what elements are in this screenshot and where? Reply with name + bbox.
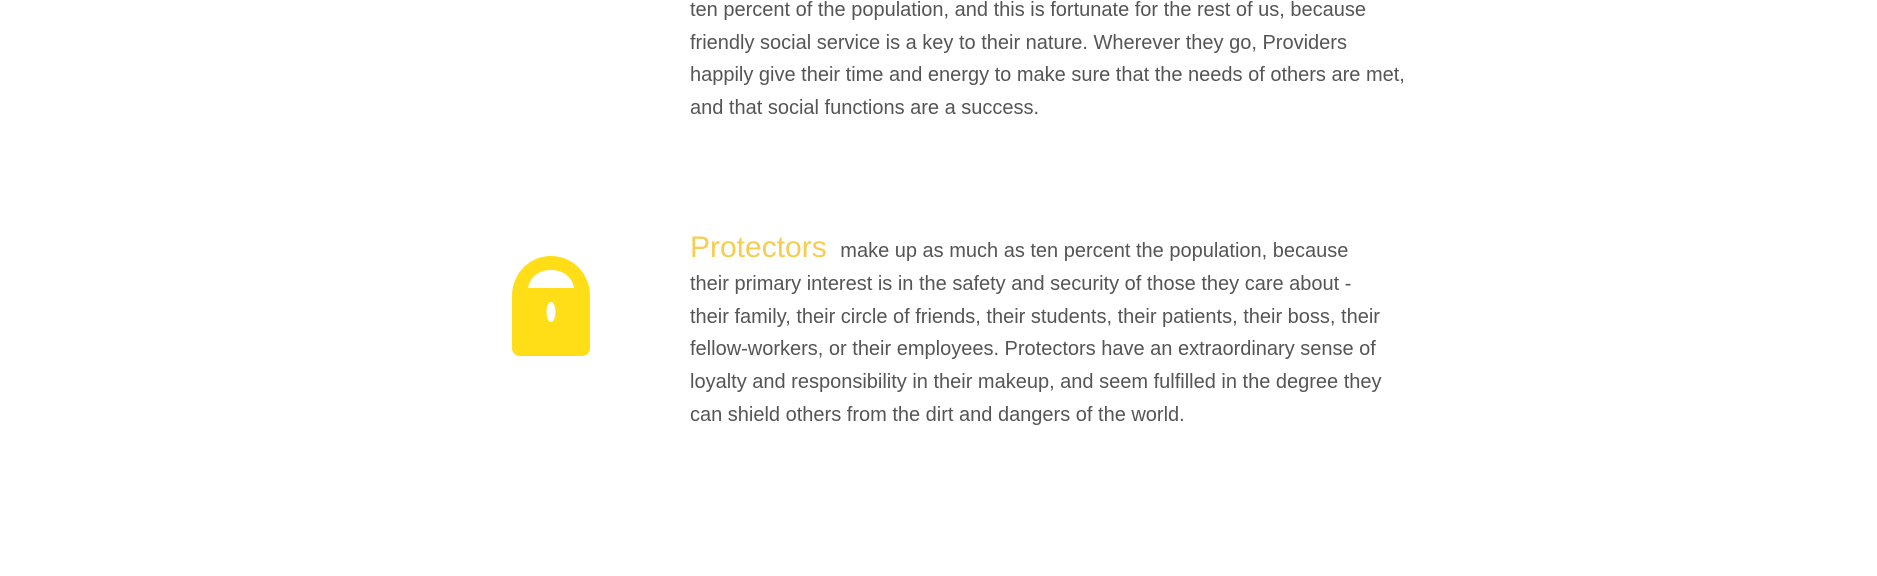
protectors-section: [0, 232, 1877, 482]
previous-section-text: ten percent of the population, and this is fortunate for the rest of us, because friendly social service is a key to their nature. Wherever they go, Providers happily give their time and energy to make sure that the needs of others are met, and that social functions are a success.: [690, 0, 1405, 119]
protectors-description: [690, 232, 1390, 432]
protectors-title: Protectors: [690, 231, 827, 264]
protectors-body: make up as much as ten percent the population, because their primary interest is in the safety and security of those they care about - their family, their circle of friends, their students, their patients, their boss, their fellow-workers, or their employees. Protectors have an extraordinary sense of loyalty and responsibility in their makeup, and seem fulfilled in the degree they can shield others from the dirt and dangers of the world.: [690, 240, 1382, 426]
lock-icon: [512, 256, 590, 356]
